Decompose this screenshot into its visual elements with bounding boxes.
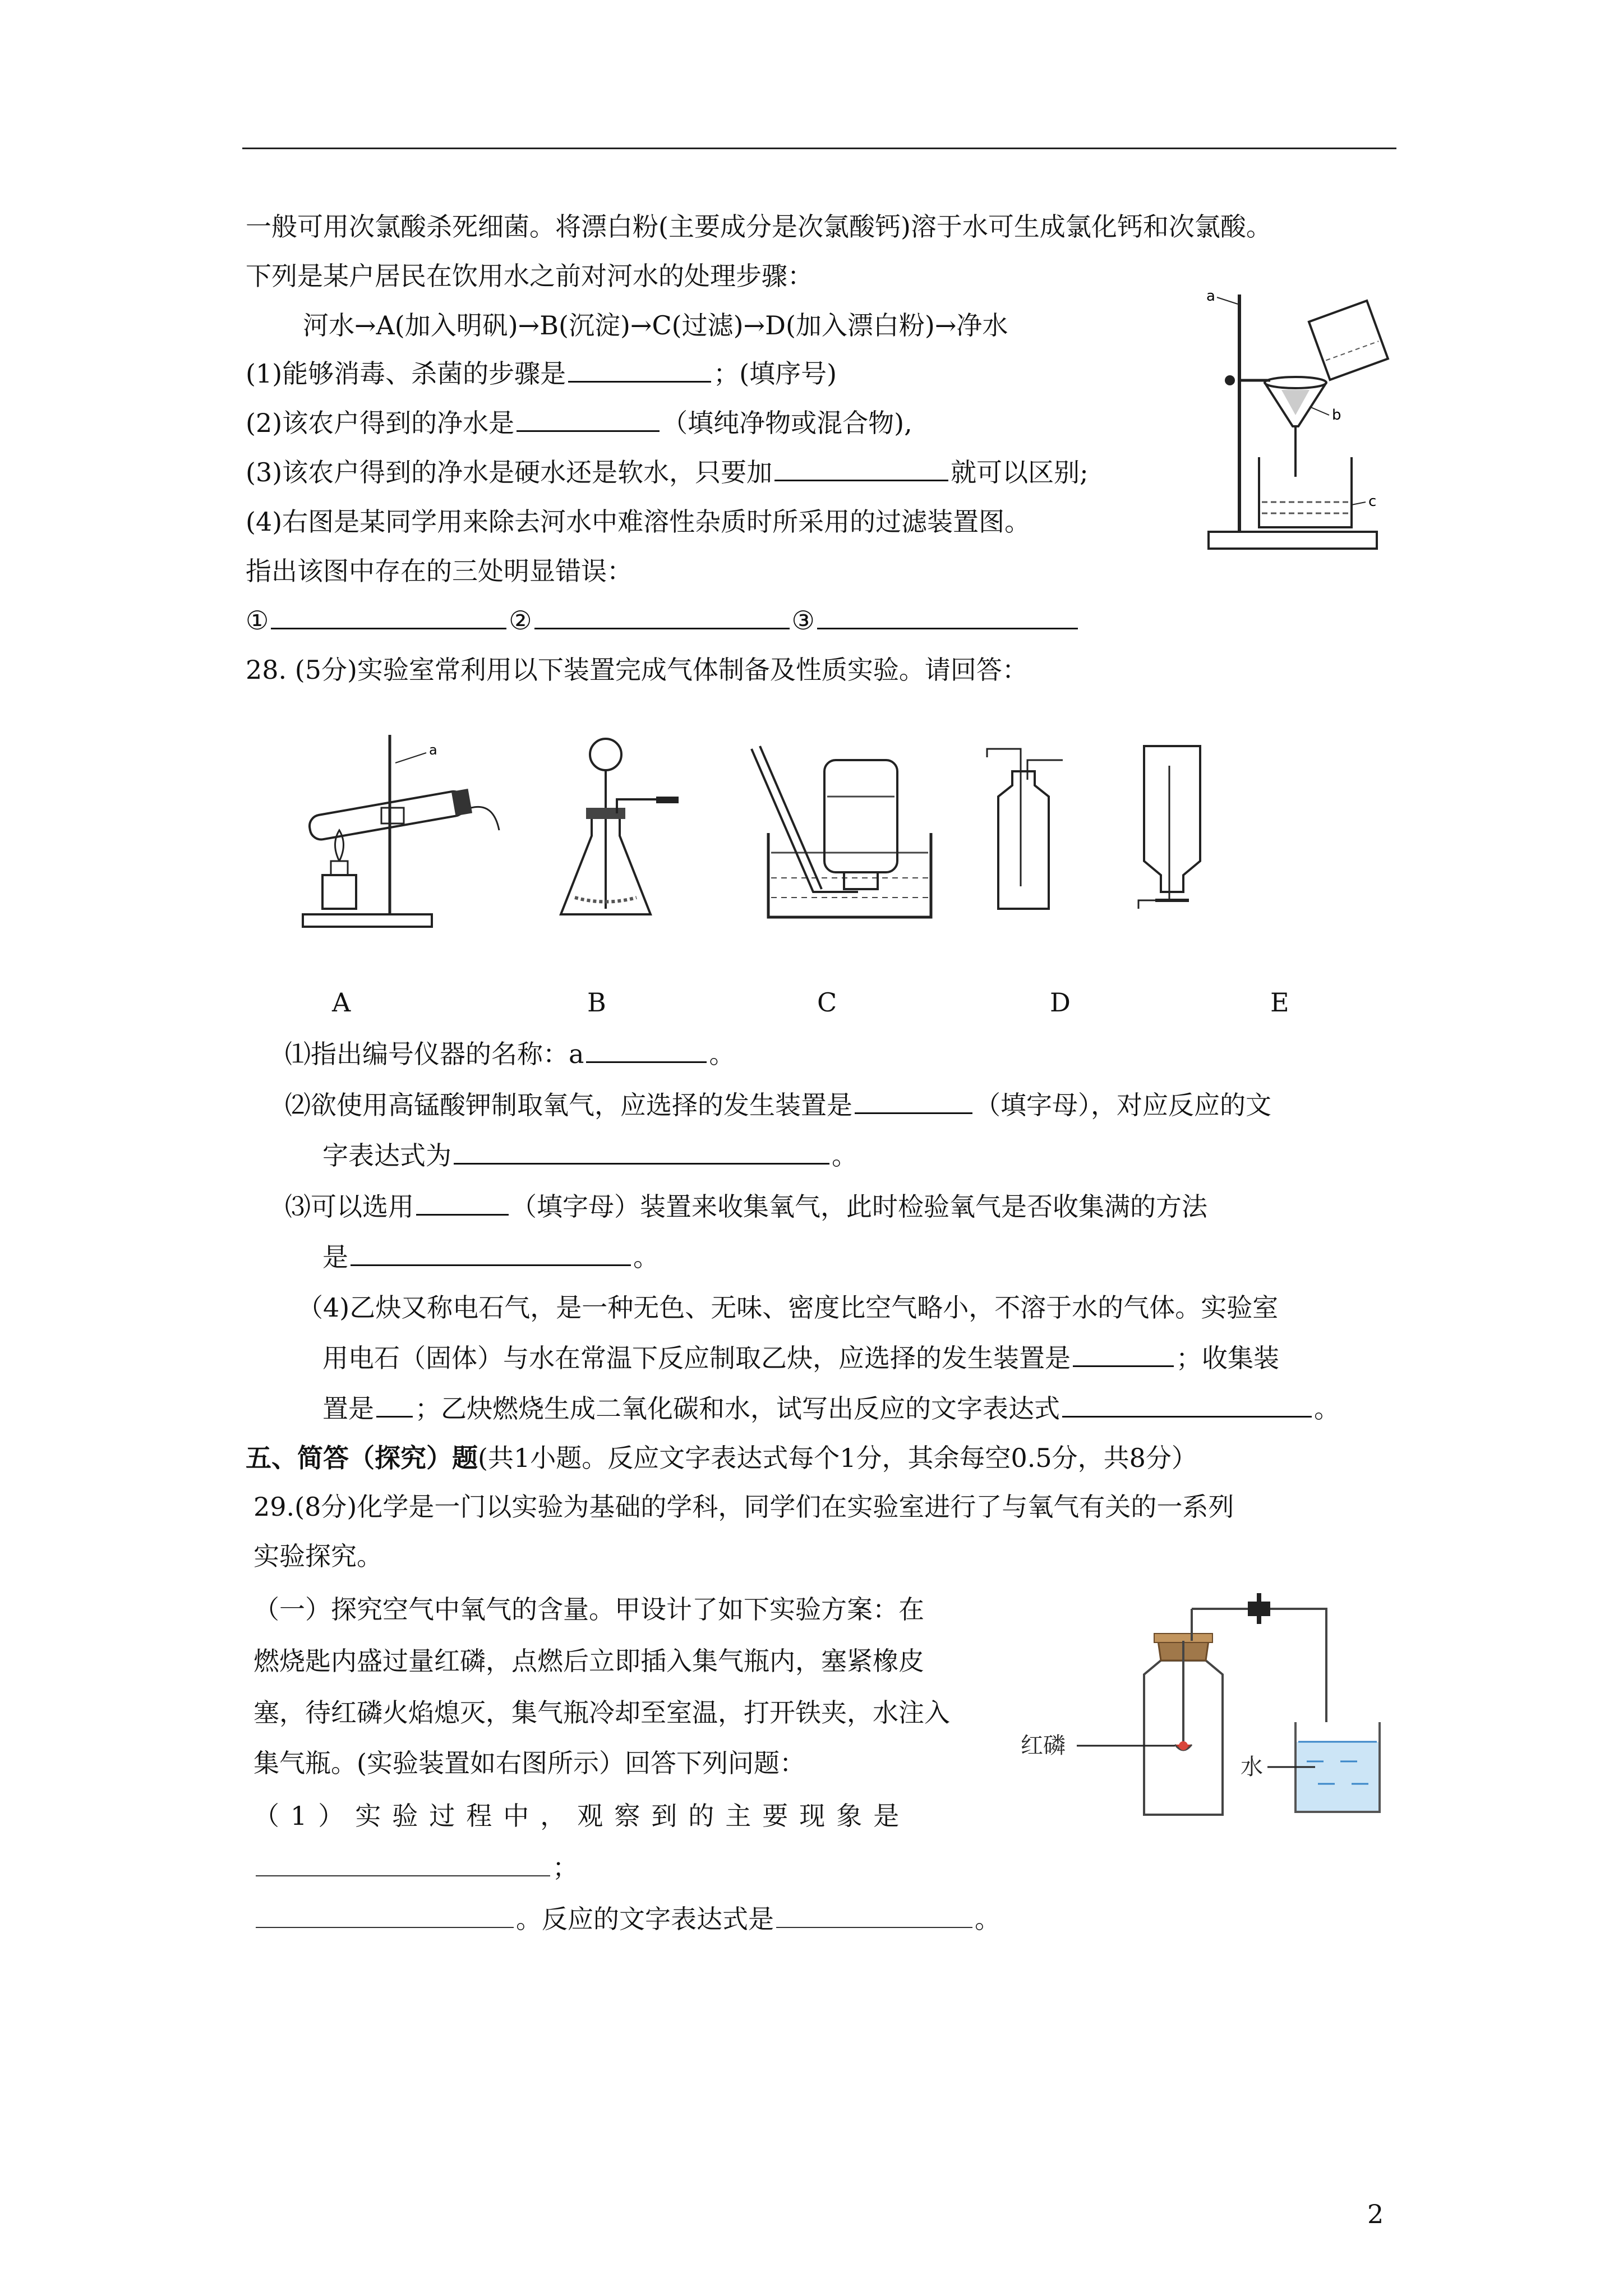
page-number: 2 bbox=[1367, 2199, 1384, 2229]
label-apparatus-c: C bbox=[817, 987, 837, 1018]
fig-label-red-phosphorus: 红磷 bbox=[1021, 1733, 1066, 1759]
q27-question-2: (2)该农户得到的净水是 （填纯净物或混合物), bbox=[246, 408, 912, 438]
header-rule bbox=[242, 148, 1396, 149]
q28-title: 28. (5分)实验室常利用以下装置完成气体制备及性质实验。请回答： bbox=[246, 655, 1028, 685]
q29-blank-3[interactable] bbox=[776, 1904, 972, 1928]
q28-part-1: ⑴指出编号仪器的名称：a 。 bbox=[285, 1039, 735, 1069]
q28-part-2: ⑵欲使用高锰酸钾制取氧气，应选择的发生装置是 （填字母），对应反应的文 bbox=[285, 1090, 1271, 1120]
q28-part-3-cont: 是 。 bbox=[322, 1242, 659, 1272]
q27-question-3: (3)该农户得到的净水是硬水还是软水，只要加 就可以区别; bbox=[246, 457, 1089, 487]
q27-blank-1[interactable] bbox=[568, 358, 711, 383]
apparatus-b bbox=[561, 739, 679, 914]
q28-blank-3[interactable] bbox=[454, 1140, 829, 1165]
fig-label-a: a bbox=[1206, 288, 1215, 305]
label-apparatus-d: D bbox=[1050, 987, 1071, 1018]
section-5-heading: 五、简答（探究）题(共1小题。反应文字表达式每个1分，其余每空0.5分，共8分） bbox=[246, 1443, 1197, 1473]
fig-label-c: c bbox=[1368, 493, 1377, 510]
q27-question-5: 指出该图中存在的三处明显错误： bbox=[246, 556, 633, 586]
q28-blank-4[interactable] bbox=[416, 1191, 509, 1216]
q28-blank-8[interactable] bbox=[1062, 1393, 1312, 1418]
apparatus-c bbox=[751, 746, 931, 917]
q27-intro-line1: 一般可用次氯酸杀死细菌。将漂白粉(主要成分是次氯酸钙)溶于水可生成氯化钙和次氯酸。 bbox=[246, 211, 1272, 242]
q29-exp-line-1: （一）探究空气中氧气的含量。甲设计了如下实验方案：在 bbox=[253, 1594, 924, 1625]
q29-blank-2[interactable] bbox=[256, 1904, 514, 1928]
q29-exp-line-2: 燃烧匙内盛过量红磷，点燃后立即插入集气瓶内，塞紧橡皮 bbox=[253, 1646, 924, 1676]
q27-question-1: (1)能够消毒、杀菌的步骤是 ；(填序号) bbox=[246, 358, 837, 389]
q29-exp-line-4: 集气瓶。(实验装置如右图所示）回答下列问题： bbox=[253, 1748, 805, 1778]
filtration-apparatus-figure bbox=[1197, 280, 1399, 555]
q28-part-4-line2: 用电石（固体）与水在常温下反应制取乙炔，应选择的发生装置是 ；收集装 bbox=[322, 1343, 1279, 1373]
fig-label-b: b bbox=[1332, 407, 1341, 424]
q28-blank-1[interactable] bbox=[586, 1039, 707, 1063]
q27-error-blank-1[interactable] bbox=[271, 605, 506, 629]
q27-blank-2[interactable] bbox=[517, 408, 660, 432]
q28-part-4-line1: （4)乙炔又称电石气，是一种无色、无味、密度比空气略小，不溶于水的气体。实验室 bbox=[297, 1292, 1279, 1323]
label-apparatus-b: B bbox=[587, 987, 606, 1018]
q29-line-1: 29.(8分)化学是一门以实验为基础的学科，同学们在实验室进行了与氧气有关的一系列 bbox=[253, 1492, 1234, 1522]
q27-question-4: (4)右图是某同学用来除去河水中难溶性杂质时所采用的过滤装置图。 bbox=[246, 507, 1031, 537]
label-apparatus-e: E bbox=[1270, 987, 1289, 1018]
q27-error-blank-3[interactable] bbox=[817, 605, 1078, 629]
apparatus-e bbox=[1138, 746, 1200, 909]
q29-exp-line-7: 。反应的文字表达式是 。 bbox=[253, 1903, 1000, 1935]
q28-blank-7[interactable] bbox=[376, 1393, 413, 1418]
q28-blank-6[interactable] bbox=[1073, 1343, 1174, 1367]
q28-blank-5[interactable] bbox=[351, 1242, 631, 1266]
q27-error-blanks: ① ② ③ bbox=[246, 604, 1080, 637]
q27-error-blank-2[interactable] bbox=[534, 605, 790, 629]
apparatus-d bbox=[987, 749, 1063, 909]
q29-blank-1[interactable] bbox=[256, 1853, 550, 1876]
fig-label-water: 水 bbox=[1241, 1754, 1263, 1780]
q28-part-2-cont: 字表达式为 。 bbox=[322, 1140, 857, 1171]
apparatus-a bbox=[303, 735, 499, 927]
q28-part-4-line3: 置是 ；乙炔燃烧生成二氧化碳和水，试写出反应的文字表达式 。 bbox=[322, 1393, 1340, 1424]
q28-fig-label-a: a bbox=[429, 742, 437, 758]
q29-exp-line-5: （1）实验过程中，观察到的主要现象是 bbox=[253, 1801, 911, 1831]
q28-part-3: ⑶可以选用 （填字母）装置来收集氧气，此时检验氧气是否收集满的方法 bbox=[285, 1191, 1207, 1222]
oxygen-content-apparatus-figure bbox=[1021, 1593, 1413, 1829]
q28-apparatus-figure bbox=[292, 724, 1357, 948]
q29-exp-line-6: ； bbox=[253, 1851, 578, 1884]
label-apparatus-a: A bbox=[332, 987, 351, 1018]
q27-process-steps: 河水→A(加入明矾)→B(沉淀)→C(过滤)→D(加入漂白粉)→净水 bbox=[303, 310, 1008, 341]
q29-line-2: 实验探究。 bbox=[253, 1541, 382, 1571]
q29-exp-line-3: 塞，待红磷火焰熄灭，集气瓶冷却至室温，打开铁夹，水注入 bbox=[253, 1697, 950, 1728]
q27-intro-line2: 下列是某户居民在饮用水之前对河水的处理步骤： bbox=[246, 261, 813, 291]
q27-blank-3[interactable] bbox=[774, 457, 948, 481]
q28-blank-2[interactable] bbox=[855, 1090, 972, 1114]
